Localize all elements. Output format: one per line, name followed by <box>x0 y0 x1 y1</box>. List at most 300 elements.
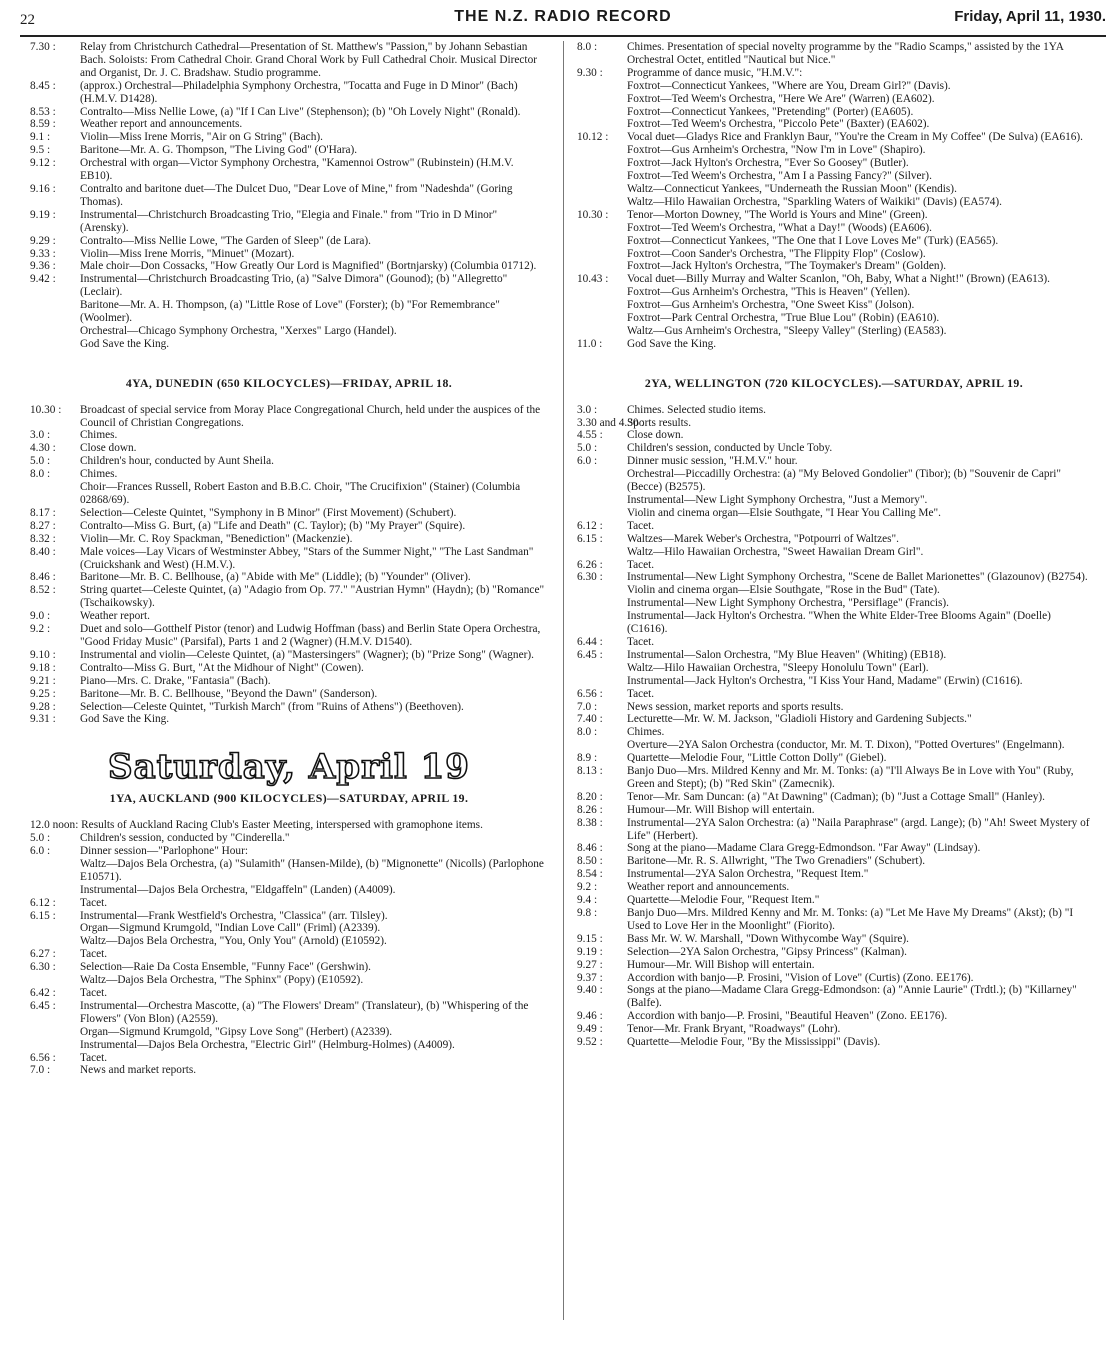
issue-date: Friday, April 11, 1930. <box>954 8 1106 25</box>
programme-time: 6.15 : <box>30 909 56 922</box>
programme-time: 9.18 : <box>30 661 56 674</box>
programme-time: 8.59 : <box>30 118 56 131</box>
programme-entry <box>577 804 1091 817</box>
page-header <box>20 8 1106 34</box>
programme-text: Instrumental—Christchurch Broadcasting Trio, "Elegia and Finale." from "Trio in D Minor" (Arensky). <box>80 208 498 234</box>
programme-text: Sports results. <box>627 416 692 429</box>
programme-text: Foxtrot—Ted Weem's Orchestra, "What a Day!" (Woods) (EA606). <box>627 221 932 234</box>
programme-time: 9.2 : <box>577 881 598 894</box>
programme-text: Waltz—Dajos Bela Orchestra, "The Sphinx" (Popy) (E10592). <box>80 974 364 987</box>
programme-text: Tacet. <box>80 987 108 999</box>
programme-text: Weather report and announcements. <box>627 881 790 894</box>
programme-text: Quartette—Melodie Four, "Little Cotton Dolly" (Giebel). <box>627 752 887 765</box>
programme-time: 7.30 : <box>30 41 56 53</box>
programme-entry <box>577 868 1091 881</box>
programme-entry <box>577 286 1091 299</box>
programme-time: 9.15 : <box>577 932 603 945</box>
programme-text: Orchestral—Chicago Symphony Orchestra, "Xerxes" Largo (Handel). <box>80 324 397 337</box>
programme-time: 7.0 : <box>30 1064 51 1077</box>
programme-entry <box>577 584 1091 597</box>
programme-entry <box>30 106 548 119</box>
programme-text: Instrumental—2YA Salon Orchestra: (a) "Naila Paraphrase" (argd. Lange); (b) "Ah! Sweet Mystery of Life" (Herbert). <box>627 816 1090 842</box>
programme-entry <box>577 559 1091 572</box>
programme-text: Waltz—Connecticut Yankees, "Underneath the Russian Moon" (Kendis). <box>627 182 957 195</box>
programme-text: Chimes. <box>627 726 665 739</box>
programme-time: 9.5 : <box>30 144 51 157</box>
programme-entry <box>577 946 1091 959</box>
programme-text: Chimes. <box>80 429 118 442</box>
programme-text: Waltz—Dajos Bela Orchestra, (a) "Sulamith" (Hansen-Milde), (b) "Mignonette" (Nicolls) (Parlophone E10571). <box>80 857 544 883</box>
programme-time: 8.53 : <box>30 105 56 118</box>
programme-time: 8.26 : <box>577 803 603 816</box>
programme-text: Foxtrot—Jack Hylton's Orchestra, "The Toymaker's Dream" (Golden). <box>627 260 947 273</box>
programme-text: Foxtrot—Gus Arnheim's Orchestra, "This is Heaven" (Yellen). <box>627 286 911 299</box>
programme-text: Close down. <box>627 429 684 442</box>
programme-time: 5.0 : <box>30 832 51 845</box>
programme-entry <box>577 881 1091 894</box>
programme-entry <box>577 972 1091 985</box>
programme-time: 8.54 : <box>577 868 603 881</box>
day-banner-heading: Saturday, April 19 <box>108 747 470 788</box>
programme-text: Instrumental—Salon Orchestra, "My Blue Heaven" (Whiting) (EB18). <box>627 648 947 661</box>
programme-entry <box>30 910 548 923</box>
programme-entry <box>577 312 1091 325</box>
programme-time: 9.1 : <box>30 131 51 144</box>
programme-text: Baritone—Mr. B. C. Bellhouse, (a) "Abide with Me" (Liddle); (b) "Younder" (Oliver). <box>80 571 471 584</box>
programme-entry <box>577 170 1091 183</box>
programme-entry <box>30 701 548 714</box>
programme-entry <box>577 299 1091 312</box>
programme-entry <box>30 832 548 845</box>
programme-time: 6.56 : <box>30 1051 56 1064</box>
programme-entry <box>30 183 548 209</box>
programme-time: 6.26 : <box>577 558 603 571</box>
programme-text: String quartet—Celeste Quintet, (a) "Adagio from Op. 77." "Austrian Hymn" (Haydn); (b) "Romance" (Tschaikowsky). <box>80 584 545 610</box>
programme-text: News session, market reports and sports results. <box>627 700 844 713</box>
programme-time: 3.30 and 4.30 : <box>577 416 645 429</box>
programme-text: Tacet. <box>627 687 655 700</box>
programme-entry <box>577 701 1091 714</box>
programme-entry <box>577 106 1091 119</box>
programme-entry <box>30 1039 548 1052</box>
programme-entry <box>577 1023 1091 1036</box>
programme-time: 9.16 : <box>30 182 56 195</box>
programme-text: God Save the King. <box>80 337 170 350</box>
programme-entry <box>577 688 1091 701</box>
programme-entry <box>30 884 548 897</box>
programme-text: Quartette—Melodie Four, "By the Mississippi" (Davis). <box>627 1036 881 1049</box>
programme-text: Foxtrot—Jack Hylton's Orchestra, "Ever So Goosey" (Butler). <box>627 157 909 170</box>
programme-entry <box>30 1064 548 1077</box>
programme-time: 8.17 : <box>30 506 56 519</box>
programme-entry <box>577 739 1091 752</box>
programme-text: Contralto—Miss G. Burt, "At the Midhour of Night" (Cowen). <box>80 661 364 674</box>
programme-entry <box>577 455 1091 468</box>
programme-text: Foxtrot—Connecticut Yankees, "Pretending" (Porter) (EA605). <box>627 105 914 118</box>
programme-time: 8.0 : <box>577 41 598 53</box>
programme-text: Programme of dance music, "H.M.V.": <box>627 66 803 79</box>
publication-title: THE N.Z. RADIO RECORD <box>454 8 672 25</box>
programme-entry <box>30 468 548 481</box>
programme-text: Violin and cinema organ—Elsie Southgate, "Rose in the Bud" (Tate). <box>627 584 940 597</box>
christchurch-programme-list <box>30 41 548 351</box>
programme-text: Contralto—Miss Nellie Lowe, (a) "If I Can Live" (Stephenson); (b) "Oh Lovely Night" (Ronald). <box>80 105 521 118</box>
programme-text: Song at the piano—Madame Clara Gregg-Edmondson. "Far Away" (Lindsay). <box>627 842 981 855</box>
programme-entry <box>577 765 1091 791</box>
programme-text: Foxtrot—Park Central Orchestra, "True Blue Lou" (Robin) (EA610). <box>627 312 940 325</box>
programme-entry <box>577 546 1091 559</box>
programme-text: Instrumental—Frank Westfield's Orchestra, "Classica" (arr. Tilsley). <box>80 909 388 922</box>
programme-time: 6.30 : <box>30 961 56 974</box>
programme-time: 8.46 : <box>30 571 56 584</box>
programme-entry <box>30 131 548 144</box>
programme-text: Contralto—Miss G. Burt, (a) "Life and Death" (C. Taylor); (b) "My Prayer" (Squire). <box>80 519 466 532</box>
programme-text: Tacet. <box>80 896 108 909</box>
programme-text: Tenor—Mr. Sam Duncan: (a) "At Dawning" (Cadman); (b) "Just a Cottage Small" (Hanley). <box>627 790 1045 803</box>
programme-entry <box>30 546 548 572</box>
programme-entry <box>30 713 548 726</box>
programme-text: Humour—Mr. Will Bishop will entertain. <box>627 958 815 971</box>
programme-time: 8.27 : <box>30 519 56 532</box>
programme-text: Duet and solo—Gotthelf Pistor (tenor) and Ludwig Hoffman (bass) and Berlin State Opera Orchestra, "Good Friday Music" (Parsifal), Parts 1 and 2 (Wagner) (H.M.V. D1540). <box>80 623 541 648</box>
programme-entry <box>30 248 548 261</box>
programme-entry <box>30 533 548 546</box>
programme-text: Tacet. <box>627 635 655 648</box>
programme-entry <box>577 907 1091 933</box>
programme-entry <box>577 507 1091 520</box>
programme-text: Orchestral with organ—Victor Symphony Orchestra, "Kamennoi Ostrow" (Rubinstein) (H.M.V. EB10). <box>80 157 514 183</box>
programme-entry <box>30 273 548 299</box>
programme-time: 4.30 : <box>30 442 56 455</box>
programme-entry <box>577 933 1091 946</box>
programme-time: 8.46 : <box>577 842 603 855</box>
programme-time: 4.55 : <box>577 429 603 442</box>
programme-entry <box>577 1010 1091 1023</box>
section-heading-2ya-wellington: 2YA, WELLINGTON (720 KILOCYCLES).—SATURDAY, APRIL 19. <box>644 375 1024 390</box>
programme-entry <box>577 959 1091 972</box>
programme-text: Instrumental and violin—Celeste Quintet, (a) "Mastersingers" (Wagner); (b) "Prize Song" (Wagner). <box>80 648 534 661</box>
programme-text: (approx.) Orchestral—Philadelphia Symphony Orchestra, "Tocatta and Fuge in D Minor" (Bach) (H.M.V. D1428). <box>80 79 518 105</box>
programme-entry <box>30 688 548 701</box>
programme-text: Chimes. <box>80 468 118 481</box>
programme-time: 9.8 : <box>577 907 598 919</box>
programme-entry <box>30 1000 548 1026</box>
programme-entry <box>577 260 1091 273</box>
programme-time: 9.19 : <box>30 208 56 221</box>
programme-time: 8.9 : <box>577 752 598 765</box>
programme-entry <box>30 610 548 623</box>
programme-text: Close down. <box>80 442 137 455</box>
programme-entry <box>30 1026 548 1039</box>
programme-time: 6.27 : <box>30 948 56 961</box>
programme-entry <box>577 752 1091 765</box>
programme-time: 8.38 : <box>577 816 603 829</box>
programme-text: Instrumental—Christchurch Broadcasting Trio, (a) "Salve Dimora" (Gounod); (b) "Allegretto" (Leclair). <box>80 273 508 299</box>
programme-time: 9.46 : <box>577 1010 603 1023</box>
programme-entry <box>577 533 1091 546</box>
programme-time: 9.36 : <box>30 260 56 273</box>
programme-entry <box>577 984 1091 1010</box>
programme-entry <box>577 636 1091 649</box>
programme-text: Waltz—Hilo Hawaiian Orchestra, "Sleepy Honolulu Town" (Earl). <box>627 661 929 674</box>
programme-time: 8.0 : <box>577 726 598 739</box>
programme-entry <box>30 935 548 948</box>
programme-text: Tacet. <box>627 519 655 532</box>
programme-entry <box>577 1036 1091 1049</box>
programme-text: Instrumental—Dajos Bela Orchestra, "Eldgaffeln" (Landen) (A4009). <box>80 883 396 896</box>
programme-text: Violin—Miss Irene Morris, "Air on G String" (Bach). <box>80 131 323 144</box>
programme-time: 9.52 : <box>577 1036 603 1049</box>
programme-time: 9.40 : <box>577 984 603 997</box>
programme-time: 6.0 : <box>30 845 51 858</box>
programme-time: 9.42 : <box>30 273 56 286</box>
programme-text: Instrumental—2YA Salon Orchestra, "Request Item." <box>627 868 869 881</box>
programme-time: 9.10 : <box>30 648 56 661</box>
programme-text: Organ—Sigmund Krumgold, "Indian Love Call" (Friml) (A2339). <box>80 922 381 935</box>
programme-time: 8.0 : <box>30 468 51 481</box>
programme-entry <box>30 948 548 961</box>
programme-entry <box>577 894 1091 907</box>
programme-text: Accordion with banjo—P. Frosini, "Beautiful Heaven" (Zono. EE176). <box>627 1010 948 1023</box>
programme-time: 9.27 : <box>577 958 603 971</box>
programme-text: Humour—Mr. Will Bishop will entertain. <box>627 803 815 816</box>
programme-text: Dinner music session, "H.M.V." hour. <box>627 455 798 468</box>
programme-text: Waltz—Dajos Bela Orchestra, "You, Only You" (Arnold) (E10592). <box>80 935 387 948</box>
programme-text: Bass Mr. W. W. Marshall, "Down Withycombe Way" (Squire). <box>627 932 910 945</box>
programme-text: Baritone—Mr. B. C. Bellhouse, "Beyond the Dawn" (Sanderson). <box>80 687 378 700</box>
programme-entry <box>577 662 1091 675</box>
programme-time: 3.0 : <box>577 403 598 416</box>
programme-text: Tacet. <box>80 948 108 961</box>
programme-entry <box>30 897 548 910</box>
programme-entry <box>30 649 548 662</box>
right-column <box>577 41 1091 1049</box>
programme-entry <box>30 987 548 1000</box>
programme-text: Children's session, conducted by Uncle Toby. <box>627 442 833 455</box>
programme-entry <box>30 404 548 430</box>
programme-entry <box>30 429 548 442</box>
section-heading-4ya-dunedin: 4YA, DUNEDIN (650 KILOCYCLES)—FRIDAY, APRIL 18. <box>125 375 453 390</box>
programme-time: 10.30 : <box>30 403 62 416</box>
programme-time: 9.2 : <box>30 623 51 636</box>
programme-time: 9.25 : <box>30 687 56 700</box>
programme-text: Foxtrot—Gus Arnheim's Orchestra, "One Sweet Kiss" (Jolson). <box>627 299 915 312</box>
programme-text: Tenor—Mr. Frank Bryant, "Roadways" (Lohr). <box>627 1023 841 1036</box>
programme-entry <box>30 235 548 248</box>
programme-time: 6.15 : <box>577 532 603 545</box>
programme-time: 10.12 : <box>577 131 609 144</box>
programme-entry <box>30 1052 548 1065</box>
programme-entry <box>577 404 1091 417</box>
programme-text: Violin—Miss Irene Morris, "Minuet" (Mozart). <box>80 247 295 260</box>
programme-time: 8.20 : <box>577 790 603 803</box>
programme-entry <box>30 974 548 987</box>
programme-entry <box>30 338 548 351</box>
programme-text: Overture—2YA Salon Orchestra (conductor, Mr. M. T. Dixon), "Potted Overtures" (Engelmann). <box>627 739 1065 752</box>
dunedin-programme-list <box>30 404 548 727</box>
programme-entry <box>577 196 1091 209</box>
programme-entry <box>577 429 1091 442</box>
programme-entry <box>577 597 1091 610</box>
programme-time: 6.0 : <box>577 455 598 468</box>
programme-text: Male choir—Don Cossacks, "How Greatly Our Lord is Magnified" (Bortnjarsky) (Columbia 01712). <box>80 260 537 273</box>
programme-entry <box>577 494 1091 507</box>
programme-entry <box>30 80 548 106</box>
programme-text: News and market reports. <box>80 1064 197 1077</box>
programme-entry <box>30 675 548 688</box>
programme-entry <box>577 726 1091 739</box>
programme-entry <box>577 442 1091 455</box>
programme-entry <box>577 338 1091 351</box>
programme-time: 8.40 : <box>30 545 56 558</box>
programme-time: 6.42 : <box>30 987 56 999</box>
programme-entry <box>577 144 1091 157</box>
programme-entry <box>30 157 548 183</box>
programme-entry <box>577 222 1091 235</box>
programme-text: Orchestral—Piccadilly Orchestra: (a) "My Beloved Gondolier" (Tibor); (b) "Souvenir de Capri" (Becce) (B2575). <box>627 468 1062 494</box>
programme-entry <box>577 842 1091 855</box>
programme-text: Foxtrot—Ted Weem's Orchestra, "Here We Are" (Warren) (EA602). <box>627 92 935 105</box>
programme-entry <box>30 520 548 533</box>
programme-entry <box>30 442 548 455</box>
programme-text: Foxtrot—Ted Weem's Orchestra, "Piccolo Pete" (Baxter) (EA602). <box>627 118 930 131</box>
programme-entry <box>577 131 1091 144</box>
programme-time: 7.0 : <box>577 700 598 713</box>
programme-text: Baritone—Mr. A. G. Thompson, "The Living God" (O'Hara). <box>80 144 358 157</box>
programme-time: 9.4 : <box>577 894 598 907</box>
programme-time: 9.29 : <box>30 234 56 247</box>
programme-time: 9.21 : <box>30 674 56 687</box>
programme-entry <box>577 675 1091 688</box>
programme-entry <box>577 93 1091 106</box>
programme-text: Accordion with banjo—P. Frosini, "Vision of Love" (Curtis) (Zono. EE176). <box>627 971 974 984</box>
programme-text: Baritone—Mr. A. H. Thompson, (a) "Little Rose of Love" (Forster); (b) "For Remembrance" (Woolmer). <box>80 299 500 325</box>
programme-text: Instrumental—Jack Hylton's Orchestra. "When the White Elder-Tree Blooms Again" (Doelle) (C1616). <box>627 610 1051 636</box>
programme-text: Tacet. <box>80 1051 108 1064</box>
programme-text: Instrumental—New Light Symphony Orchestra, "Scene de Ballet Marionettes" (Glazounov) (B2754). <box>627 571 1088 584</box>
programme-time: 5.0 : <box>30 455 51 468</box>
programme-time: 5.0 : <box>577 442 598 455</box>
programme-entry <box>577 41 1091 67</box>
programme-text: Vocal duet—Billy Murray and Walter Scanlon, "Oh, Baby, What a Night!" (Brown) (EA613). <box>627 273 1050 286</box>
programme-entry <box>30 584 548 610</box>
programme-text: Chimes. Presentation of special novelty programme by the "Radio Scamps," assisted by the 1YA Orchestral Octet, entitled "Nautical but Nice." <box>627 41 1064 66</box>
header-rule <box>20 35 1106 37</box>
programme-text: Tacet. <box>627 558 655 571</box>
programme-text: Violin and cinema organ—Elsie Southgate, "I Hear You Calling Me". <box>627 506 941 519</box>
programme-time: 8.52 : <box>30 584 56 597</box>
programme-time: 3.0 : <box>30 429 51 442</box>
programme-time: 9.37 : <box>577 971 603 984</box>
programme-text: Banjo Duo—Mrs. Mildred Kenny and Mr. M. Tonks: (a) "Let Me Have My Dreams" (Akst); (b) "I Used to Love Her in the Moonlight" (Fiorito). <box>627 907 1074 932</box>
left-column <box>30 41 548 1077</box>
programme-text: Instrumental—New Light Symphony Orchestra, "Persiflage" (Francis). <box>627 597 950 610</box>
programme-text: Instrumental—Dajos Bela Orchestra, "Electric Girl" (Helmburg-Holmes) (A4009). <box>80 1038 455 1051</box>
programme-text: Selection—Raie Da Costa Ensemble, "Funny Face" (Gershwin). <box>80 961 371 974</box>
programme-text: Selection—Celeste Quintet, "Turkish March" (from "Ruins of Athens") (Beethoven). <box>80 700 464 713</box>
programme-text: Children's session, conducted by "Cinderella." <box>80 832 290 845</box>
programme-time: 6.12 : <box>577 519 603 532</box>
programme-entry <box>577 468 1091 494</box>
wellington-programme-list <box>577 404 1091 1049</box>
programme-entry <box>577 817 1091 843</box>
programme-entry <box>577 791 1091 804</box>
programme-text: Foxtrot—Connecticut Yankees, "The One that I Love Loves Me" (Turk) (EA565). <box>627 234 999 247</box>
programme-time: 8.13 : <box>577 765 603 778</box>
programme-text: Foxtrot—Ted Weem's Orchestra, "Am I a Passing Fancy?" (Silver). <box>627 170 932 183</box>
programme-time: 10.43 : <box>577 273 609 286</box>
programme-text: Selection—2YA Salon Orchestra, "Gipsy Princess" (Kalman). <box>627 945 907 958</box>
programme-entry <box>30 845 548 858</box>
section-heading-1ya-auckland: 1YA, AUCKLAND (900 KILOCYCLES)—SATURDAY, APRIL 19. <box>109 791 469 806</box>
programme-entry <box>30 41 548 80</box>
programme-text: Waltz—Hilo Hawaiian Orchestra, "Sparkling Waters of Waikiki" (Davis) (EA574). <box>627 195 1003 208</box>
programme-entry <box>30 961 548 974</box>
programme-text: Relay from Christchurch Cathedral—Presentation of St. Matthew's "Passion," by Johann Sebastian Bach. Soloists: From Cathedral Choir. Grand Choral Work by Full Cathedral Choir. Musical Director and Organist, Dr. J. C. Bradshaw. Studio programme. <box>80 41 537 79</box>
programme-text: Songs at the piano—Madame Clara Gregg-Edmondson: (a) "Annie Laurie" (Trdtl.); (b) "Killarney" (Balfe). <box>627 984 1077 1010</box>
programme-text: Baritone—Mr. R. S. Allwright, "The Two Grenadiers" (Schubert). <box>627 855 926 868</box>
programme-text: Banjo Duo—Mrs. Mildred Kenny and Mr. M. Tonks: (a) "I'll Always Be in Love with You" (Ruby, Green and Stept); (b) "Red Skin" (Zamecnik). <box>627 765 1074 790</box>
auckland-programme-list <box>30 819 548 1077</box>
programme-entry <box>30 209 548 235</box>
programme-entry <box>577 713 1091 726</box>
programme-time: 6.45 : <box>577 648 603 661</box>
programme-text: Quartette—Melodie Four, "Request Item." <box>627 894 820 907</box>
programme-time: 9.30 : <box>577 66 603 79</box>
programme-entry <box>577 417 1091 430</box>
programme-time: 6.12 : <box>30 896 56 909</box>
programme-time: 6.44 : <box>577 635 603 648</box>
programme-entry <box>30 260 548 273</box>
programme-entry <box>30 118 548 131</box>
page-number: 22 <box>20 12 35 28</box>
programme-text: God Save the King. <box>627 337 717 350</box>
programme-entry <box>577 235 1091 248</box>
programme-entry <box>577 649 1091 662</box>
programme-time: 9.31 : <box>30 713 56 726</box>
programme-time: 8.32 : <box>30 532 56 545</box>
programme-entry <box>577 248 1091 261</box>
programme-text: Organ—Sigmund Krumgold, "Gipsy Love Song" (Herbert) (A2339). <box>80 1025 393 1038</box>
programme-entry <box>30 819 548 832</box>
programme-time: 9.33 : <box>30 247 56 260</box>
column-divider <box>563 41 564 1320</box>
programme-text: God Save the King. <box>80 713 170 726</box>
programme-entry <box>577 67 1091 80</box>
programme-entry <box>577 183 1091 196</box>
programme-text: Contralto and baritone duet—The Dulcet Duo, "Dear Love of Mine," from "Nadeshda" (Goring Thomas). <box>80 182 513 208</box>
programme-entry <box>30 481 548 507</box>
programme-entry <box>577 209 1091 222</box>
programme-text: Weather report and announcements. <box>80 118 243 131</box>
programme-entry <box>30 299 548 325</box>
programme-entry <box>577 610 1091 636</box>
programme-text: Violin—Mr. C. Roy Spackman, "Benediction" (Mackenzie). <box>80 532 353 545</box>
programme-text: Male voices—Lay Vicars of Westminster Abbey, "Stars of the Summer Night," "The Last Sandman" (Cruickshank and West) (H.M.V.). <box>80 545 534 571</box>
programme-time: 6.45 : <box>30 999 56 1012</box>
programme-entry <box>30 144 548 157</box>
programme-time: 11.0 : <box>577 337 603 350</box>
programme-time: 9.19 : <box>577 945 603 958</box>
programme-text: Choir—Frances Russell, Robert Easton and B.B.C. Choir, "The Crucifixion" (Stainer) (Columbia 02868/69). <box>80 481 521 506</box>
programme-text: Contralto—Miss Nellie Lowe, "The Garden of Sleep" (de Lara). <box>80 234 371 247</box>
auckland-evening-programme-list <box>577 41 1091 351</box>
programme-entry <box>577 855 1091 868</box>
programme-text: Waltz—Hilo Hawaiian Orchestra, "Sweet Hawaiian Dream Girl". <box>627 545 924 558</box>
programme-entry <box>577 118 1091 131</box>
programme-entry <box>577 325 1091 338</box>
programme-text: Foxtrot—Gus Arnheim's Orchestra, "Now I'm in Love" (Shapiro). <box>627 144 926 157</box>
